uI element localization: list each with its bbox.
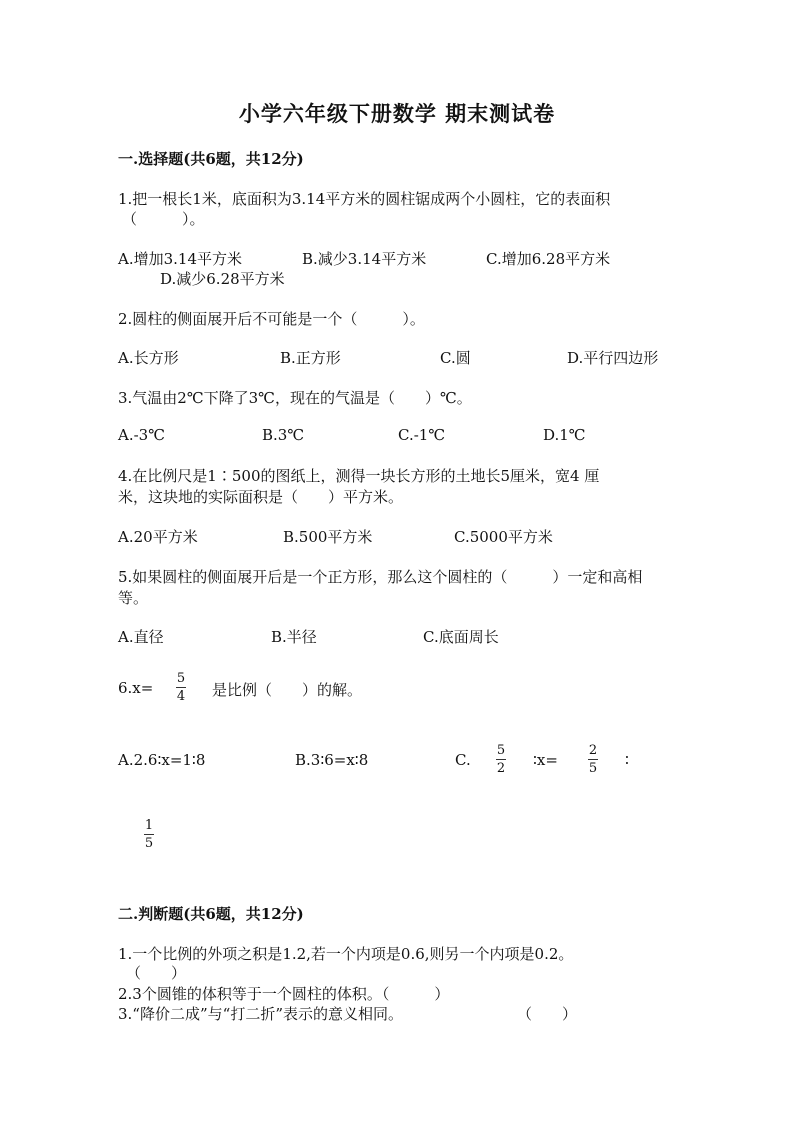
fraction-denominator: 2 bbox=[496, 761, 506, 776]
question-5-text-cont: 等。 bbox=[118, 589, 149, 607]
fraction-bar bbox=[144, 834, 154, 835]
q2-option-a: A.长方形 bbox=[118, 349, 179, 367]
judgement-1-blank: （ ） bbox=[126, 964, 187, 982]
q1-option-a: A.增加3.14平方米 bbox=[118, 250, 242, 268]
question-4-text-cont: 米，这块地的实际面积是（ ）平方米。 bbox=[118, 488, 404, 506]
question-2-text: 2.圆柱的侧面展开后不可能是一个（ ）。 bbox=[118, 310, 425, 328]
fraction-numerator: 2 bbox=[588, 743, 598, 758]
q4-option-c: C.5000平方米 bbox=[454, 528, 553, 546]
q3-option-c: C.-1℃ bbox=[398, 426, 446, 444]
q5-option-a: A.直径 bbox=[118, 628, 164, 646]
q3-option-d: D.1℃ bbox=[543, 426, 586, 444]
q6-option-c-label: C. bbox=[455, 751, 471, 769]
fraction-bar bbox=[496, 759, 506, 760]
fraction-5-over-4 bbox=[176, 671, 186, 704]
question-6-text: 是比例（ ）的解。 bbox=[212, 681, 363, 699]
fraction-numerator: 5 bbox=[176, 671, 186, 686]
fraction-numerator: 1 bbox=[144, 818, 154, 833]
question-6-prefix: 6.x= bbox=[118, 679, 154, 697]
fraction-bar bbox=[176, 687, 186, 688]
question-3-text: 3.气温由2℃下降了3℃，现在的气温是（ ）℃。 bbox=[118, 389, 472, 407]
q6-option-c-colon: ∶ bbox=[625, 751, 629, 769]
fraction-1-over-5 bbox=[144, 818, 154, 851]
question-1-text: 1.把一根长1米，底面积为3.14平方米的圆柱锯成两个小圆柱，它的表面积 bbox=[118, 190, 611, 208]
q2-option-c: C.圆 bbox=[440, 349, 471, 367]
judgement-3-blank: （ ） bbox=[517, 1005, 578, 1023]
q2-option-d: D.平行四边形 bbox=[567, 349, 659, 367]
judgement-3-text: 3.“降价二成”与“打二折”表示的意义相同。 bbox=[118, 1005, 403, 1023]
q1-option-b: B.减少3.14平方米 bbox=[302, 250, 427, 268]
q1-option-c: C.增加6.28平方米 bbox=[486, 250, 611, 268]
question-5-text: 5.如果圆柱的侧面展开后是一个正方形，那么这个圆柱的（ ）一定和高相 bbox=[118, 568, 643, 586]
q1-option-d: D.减少6.28平方米 bbox=[160, 270, 285, 288]
q4-option-a: A.20平方米 bbox=[118, 528, 198, 546]
fraction-denominator: 5 bbox=[588, 761, 598, 776]
fraction-numerator: 5 bbox=[496, 743, 506, 758]
q3-option-a: A.-3℃ bbox=[118, 426, 165, 444]
fraction-2-over-5 bbox=[588, 743, 598, 776]
fraction-denominator: 5 bbox=[144, 836, 154, 851]
section-heading-judgement: 二.判断题(共6题，共12分) bbox=[118, 905, 304, 923]
q5-option-c: C.底面周长 bbox=[423, 628, 499, 646]
q4-option-b: B.500平方米 bbox=[283, 528, 373, 546]
fraction-denominator: 4 bbox=[176, 689, 186, 704]
judgement-1-text: 1.一个比例的外项之积是1.2,若一个内项是0.6,则另一个内项是0.2。 bbox=[118, 945, 574, 963]
q2-option-b: B.正方形 bbox=[280, 349, 341, 367]
q6-option-a: A.2.6∶x=1∶8 bbox=[118, 751, 206, 769]
section-heading-choice: 一.选择题(共6题，共12分) bbox=[118, 150, 304, 168]
fraction-5-over-2 bbox=[496, 743, 506, 776]
question-1-blank: （ ）。 bbox=[122, 210, 205, 228]
q3-option-b: B.3℃ bbox=[262, 426, 305, 444]
q6-option-c-middle: ∶x= bbox=[533, 751, 558, 769]
question-4-text: 4.在比例尺是1∶500的图纸上，测得一块长方形的土地长5厘米，宽4 厘 bbox=[118, 467, 600, 485]
page-title: 小学六年级下册数学 期末测试卷 bbox=[238, 101, 556, 126]
q6-option-b: B.3∶6=x∶8 bbox=[295, 751, 369, 769]
judgement-2-text: 2.3个圆锥的体积等于一个圆柱的体积。（ ） bbox=[118, 985, 450, 1003]
q5-option-b: B.半径 bbox=[271, 628, 317, 646]
fraction-bar bbox=[588, 759, 598, 760]
